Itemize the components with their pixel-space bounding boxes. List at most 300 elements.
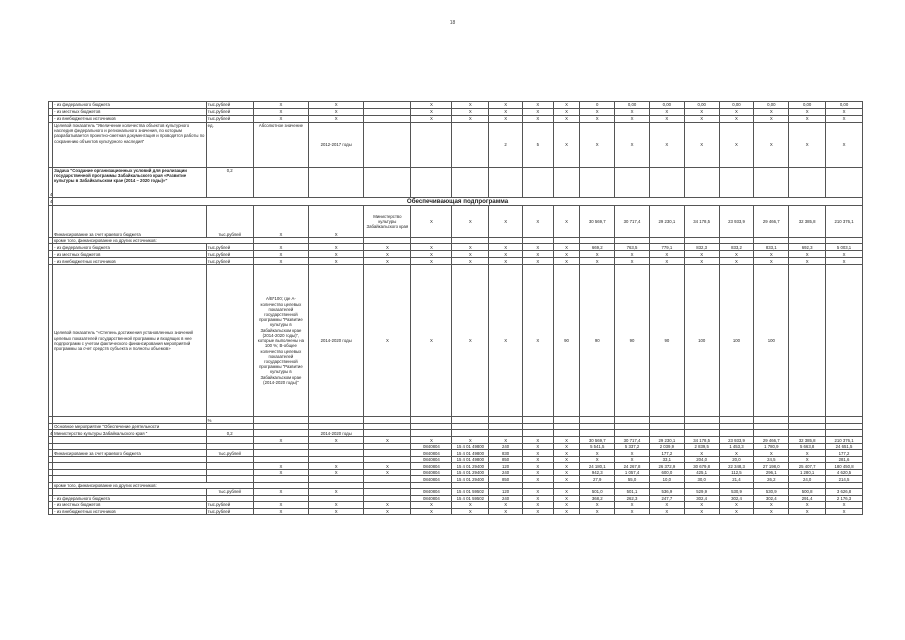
table-cell: X (580, 508, 615, 515)
table-row (49, 258, 863, 265)
table-cell: X (411, 437, 452, 444)
table-cell (826, 417, 863, 424)
task-row (49, 168, 863, 198)
financing-label: Финансирование за счет краевого бюджета (53, 450, 207, 457)
table-cell: X (253, 489, 308, 496)
table-cell: 0840804 (411, 489, 452, 496)
table-cell: X (523, 265, 554, 417)
table-cell: 90 (553, 265, 580, 417)
table-cell: 15 4 01 29400 (452, 469, 489, 476)
table-cell: 112,5 (719, 469, 754, 476)
table-cell: 830 (489, 450, 523, 457)
table-cell (684, 168, 719, 198)
table-row (49, 244, 863, 251)
table-cell (452, 123, 489, 168)
table-cell: тыс.рублей (206, 251, 253, 258)
table-cell: 32 385,8 (789, 206, 826, 238)
table-cell: X (553, 489, 580, 496)
table-cell: 779,1 (649, 244, 684, 251)
table-cell: X (253, 251, 308, 258)
table-cell: X (615, 508, 650, 515)
table-cell: X (580, 116, 615, 123)
table-cell: 0840804 (411, 476, 452, 483)
table-cell (826, 265, 863, 417)
table-cell: X (309, 502, 364, 509)
table-cell: 0,00 (719, 102, 754, 109)
table-cell: X (253, 206, 308, 238)
table-cell: 2012-2017 годы (309, 123, 364, 168)
table-cell: - из внебюджетных источников (53, 508, 207, 515)
table-cell: 32 385,8 (789, 437, 826, 444)
table-cell: 302,4 (684, 495, 719, 502)
table-cell: X (489, 437, 523, 444)
table-cell: X (523, 489, 554, 496)
row-label: - из федерального бюджета (53, 102, 207, 109)
table-cell: 2014-2020 годы (309, 430, 364, 437)
table-row (49, 116, 863, 123)
table-cell: 90 (615, 265, 650, 417)
table-cell: 100 (719, 265, 754, 417)
table-cell: - из местных бюджетов (53, 251, 207, 258)
table-cell: X (253, 258, 308, 265)
table-cell (489, 430, 523, 437)
table-cell: X (452, 244, 489, 251)
table-cell (615, 168, 650, 198)
table-cell: X (719, 123, 754, 168)
table-cell: 0,00 (649, 102, 684, 109)
table-cell: 240 (489, 495, 523, 502)
table-cell (615, 417, 650, 424)
table-cell: 832,3 (684, 244, 719, 251)
table-cell: 55,0 (615, 476, 650, 483)
table-cell: X (452, 251, 489, 258)
table-cell: 21,4 (719, 476, 754, 483)
table-cell: X (523, 109, 554, 116)
table-cell: X (489, 265, 523, 417)
table-cell: 120 (489, 489, 523, 496)
table-cell (580, 168, 615, 198)
table-cell: 34 178,5 (684, 206, 719, 238)
table-cell (489, 417, 523, 424)
table-cell: X (580, 109, 615, 116)
table-cell: ед. (206, 123, 253, 168)
task-label: Задача "Создание организационных условий для реализации государственной программы Забайкальского края «Развитие культуры в Забайкальском крае (2014 – 2020 годы)»" (53, 168, 207, 198)
table-cell: X (364, 265, 411, 417)
page-number: 18 (449, 20, 456, 26)
table-cell: 291,4 (789, 495, 826, 502)
table-cell: 692,3 (789, 244, 826, 251)
table-cell: 296,1 (754, 469, 789, 476)
table-cell: 0,00 (826, 102, 863, 109)
table-cell (364, 168, 411, 198)
table-cell: 30 717,4 (615, 437, 650, 444)
table-cell: 0840804 (411, 469, 452, 476)
table-cell: X (489, 102, 523, 109)
table-cell (826, 168, 863, 198)
table-cell: X (754, 508, 789, 515)
table-cell: X (553, 495, 580, 502)
table-cell: 30 569,7 (580, 206, 615, 238)
table-cell: X (309, 489, 364, 496)
table-cell (452, 168, 489, 198)
table-cell (754, 168, 789, 198)
table-cell: 3 626,8 (826, 489, 863, 496)
table-cell: Министерство культуры Забайкальского края " (53, 430, 207, 437)
table-cell: 0 (580, 102, 615, 109)
table-cell (789, 417, 826, 424)
table-cell: X (253, 469, 308, 476)
table-cell: X (309, 463, 364, 470)
table-cell: 29 466,7 (754, 206, 789, 238)
table-cell: 2014-2020 годы (309, 265, 364, 417)
table-row (49, 417, 863, 424)
table-cell: X (826, 502, 863, 509)
table-cell: X (684, 109, 719, 116)
table-cell: X (489, 258, 523, 265)
table-cell: 368,2 (580, 495, 615, 502)
table-cell: X (523, 102, 554, 109)
indicator-label: Целевой показатель "Увеличение количества объектов культурного наследия федерального и регионального значения, по которым разрабатывается проектно-сметная документация и проводятся работы по сохранению объектов культурного наследия" (53, 123, 207, 168)
table-cell: X (826, 116, 863, 123)
table-cell: X (364, 508, 411, 515)
table-cell: 15 4 01 49800 (452, 443, 489, 450)
table-cell (364, 417, 411, 424)
table-cell: Абсолютное значение (253, 123, 308, 168)
indicator-label: Целевой показатель "«Степень достижения установленных значений целевых показателей государственной программы и входящих в нее подпрограмм с учетом фактического финансирования мероприятий программы за счет средств субъекта и полноты объемов» (53, 265, 207, 417)
table-cell: 120 (489, 463, 523, 470)
table-cell: X (719, 116, 754, 123)
table-cell: X (649, 258, 684, 265)
table-cell: X (754, 123, 789, 168)
table-cell: X (253, 244, 308, 251)
table-cell: 240 (489, 443, 523, 450)
table-cell: 15 4 01 59502 (452, 489, 489, 496)
table-cell: 30 679,8 (684, 463, 719, 470)
table-cell: 15 4 01 59502 (452, 495, 489, 502)
table-cell: X (580, 258, 615, 265)
table-cell: X (309, 258, 364, 265)
table-cell: X (719, 251, 754, 258)
indicator-formula: А/В*100; где А- количество целевых показателей государственной программы "Развитие культуры в Забайкальском крае (2014-2020 годы)", которые выполнены на 100 %; В-общее количество целевых показателей государственной программы "Развитие культуры в Забайкальском крае (2014-2020 годы)" (253, 265, 308, 417)
table-cell (789, 265, 826, 417)
table-cell: X (826, 109, 863, 116)
table-cell: X (553, 109, 580, 116)
table-cell: 27 198,0 (754, 463, 789, 470)
table-cell: X (452, 258, 489, 265)
table-cell (684, 430, 719, 437)
table-cell: X (649, 123, 684, 168)
table-cell: X (523, 437, 554, 444)
table-cell: 501,0 (580, 489, 615, 496)
table-cell: 5 337,2 (615, 443, 650, 450)
table-cell: X (719, 508, 754, 515)
table-cell: X (523, 206, 554, 238)
table-cell (364, 430, 411, 437)
table-cell: X (523, 244, 554, 251)
table-cell: 30 569,7 (580, 437, 615, 444)
table-cell: X (553, 116, 580, 123)
table-cell: X (489, 502, 523, 509)
subprogram-row (49, 198, 863, 206)
table-cell: X (826, 251, 863, 258)
table-cell: 4 (49, 168, 53, 198)
table-cell: 302,4 (719, 495, 754, 502)
table-cell: 23 933,9 (719, 437, 754, 444)
table-cell: X (789, 502, 826, 509)
table-cell: X (452, 265, 489, 417)
table-cell: X (719, 109, 754, 116)
table-cell: X (309, 244, 364, 251)
table-cell: X (411, 244, 452, 251)
program-table (48, 101, 863, 515)
table-cell: X (523, 508, 554, 515)
table-cell: Министерство культуры Забайкальского края (364, 206, 411, 238)
table-cell: 15 4 01 29400 (452, 476, 489, 483)
table-cell (489, 168, 523, 198)
table-cell: X (364, 251, 411, 258)
table-cell: тыс.рублей (206, 102, 253, 109)
table-cell: X (789, 258, 826, 265)
table-cell (364, 116, 411, 123)
table-cell: 5 (523, 123, 554, 168)
table-cell: тыс.рублей (206, 450, 253, 457)
table-cell: 425,1 (684, 469, 719, 476)
table-cell: X (452, 437, 489, 444)
table-cell: тыс.рублей (206, 244, 253, 251)
table-cell: X (789, 508, 826, 515)
table-cell (553, 168, 580, 198)
table-cell: X (684, 116, 719, 123)
table-cell: 0840804 (411, 456, 452, 463)
table-cell: X (364, 437, 411, 444)
table-cell (364, 123, 411, 168)
table-cell: - из федерального бюджета (53, 495, 207, 502)
table-cell: X (553, 456, 580, 463)
table-cell: X (789, 456, 826, 463)
table-cell: X (523, 450, 554, 457)
table-cell: X (553, 443, 580, 450)
table-cell: 210 376,1 (826, 206, 863, 238)
table-cell: 24 267,8 (615, 463, 650, 470)
table-cell (411, 417, 452, 424)
table-cell: 833,2 (719, 244, 754, 251)
table-cell: X (580, 456, 615, 463)
table-cell: 0840804 (411, 443, 452, 450)
table-cell: 2 (489, 123, 523, 168)
table-cell: X (580, 450, 615, 457)
table-cell: X (309, 251, 364, 258)
table-cell: X (615, 251, 650, 258)
table-cell (523, 168, 554, 198)
table-cell: X (649, 508, 684, 515)
table-cell: 29 230,1 (649, 206, 684, 238)
table-cell: 23 933,9 (719, 206, 754, 238)
table-cell (826, 430, 863, 437)
table-cell: X (489, 116, 523, 123)
table-cell: X (523, 456, 554, 463)
table-cell: X (754, 116, 789, 123)
table-cell: X (754, 258, 789, 265)
table-cell: 100 (684, 265, 719, 417)
table-cell: X (649, 251, 684, 258)
indicator-row (49, 123, 863, 168)
table-cell: X (615, 116, 650, 123)
table-cell: X (309, 437, 364, 444)
table-cell: X (523, 476, 554, 483)
table-cell: X (615, 123, 650, 168)
financing-row (49, 206, 863, 238)
table-cell: X (615, 502, 650, 509)
table-cell: X (364, 258, 411, 265)
table-cell: X (789, 123, 826, 168)
table-cell: X (553, 244, 580, 251)
table-cell: X (411, 206, 452, 238)
table-cell: X (523, 443, 554, 450)
table-cell: X (309, 116, 364, 123)
table-cell: X (684, 251, 719, 258)
table-cell: X (789, 450, 826, 457)
table-cell: 177,2 (649, 450, 684, 457)
table-cell (309, 417, 364, 424)
table-cell: 600,0 (649, 469, 684, 476)
table-cell: 4 620,5 (826, 469, 863, 476)
table-cell (364, 109, 411, 116)
table-cell: 4 (50, 430, 53, 436)
table-cell: X (364, 244, 411, 251)
table-cell: X (684, 450, 719, 457)
table-cell: 500,8 (789, 489, 826, 496)
table-cell (553, 417, 580, 424)
table-cell: X (309, 469, 364, 476)
table-cell: X (553, 476, 580, 483)
table-cell (580, 417, 615, 424)
table-cell: X (364, 463, 411, 470)
table-cell: X (719, 258, 754, 265)
table-cell: 24,0 (789, 476, 826, 483)
table-cell: X (411, 502, 452, 509)
table-cell: 850 (489, 476, 523, 483)
table-cell: 90 (580, 265, 615, 417)
table-cell: X (253, 109, 308, 116)
indicator-row (49, 265, 863, 417)
table-cell: X (489, 251, 523, 258)
table-row (49, 109, 863, 116)
table-cell: 833,1 (754, 244, 789, 251)
table-cell: X (789, 116, 826, 123)
table-cell: X (253, 508, 308, 515)
table-cell: X (553, 437, 580, 444)
table-cell: X (719, 450, 754, 457)
table-cell: X (580, 123, 615, 168)
table-cell: 530,9 (754, 489, 789, 496)
table-cell: 204,0 (684, 456, 719, 463)
table-cell (649, 430, 684, 437)
table-row (49, 508, 863, 515)
table-cell: 15 4 01 49800 (452, 450, 489, 457)
table-cell (411, 430, 452, 437)
table-cell: X (523, 502, 554, 509)
row-label: - из внебюджетных источников (53, 116, 207, 123)
table-cell: X (754, 109, 789, 116)
table-cell (523, 417, 554, 424)
table-cell: X (684, 502, 719, 509)
table-cell: X (452, 508, 489, 515)
table-cell: X (523, 495, 554, 502)
table-cell: 0,00 (789, 102, 826, 109)
table-cell: X (411, 102, 452, 109)
table-cell (649, 168, 684, 198)
table-cell: 536,9 (649, 489, 684, 496)
table-cell: X (553, 463, 580, 470)
table-cell: тыс.рублей (206, 206, 253, 238)
table-cell (684, 417, 719, 424)
table-cell (53, 417, 207, 424)
table-cell: 0,00 (754, 102, 789, 109)
table-cell: X (615, 456, 650, 463)
table-cell: X (553, 251, 580, 258)
table-cell: 214,5 (826, 476, 863, 483)
table-cell (411, 168, 452, 198)
table-cell: X (364, 502, 411, 509)
table-cell: 281,6 (826, 456, 863, 463)
event-header: Основное мероприятие "Обеспечение деятельности (53, 424, 207, 430)
table-cell: X (309, 102, 364, 109)
table-cell: X (789, 251, 826, 258)
table-cell: X (826, 258, 863, 265)
table-cell: 247,7 (649, 495, 684, 502)
table-cell: X (580, 502, 615, 509)
table-cell: 0,00 (684, 102, 719, 109)
table-cell: X (553, 469, 580, 476)
table-cell: 15 4 01 29400 (452, 463, 489, 470)
table-cell: X (615, 450, 650, 457)
table-cell: кроме того, финансирование из других источников: (53, 482, 254, 488)
table-cell: 5 541,5 (580, 443, 615, 450)
table-cell: X (253, 102, 308, 109)
table-cell: 27,9 (580, 476, 615, 483)
table-cell: 30 717,4 (615, 206, 650, 238)
table-cell: 262,3 (615, 495, 650, 502)
table-cell: 177,2 (826, 450, 863, 457)
table-cell: 24 651,5 (826, 443, 863, 450)
table-cell: 1 280,1 (789, 469, 826, 476)
table-cell (253, 430, 308, 437)
table-cell: X (553, 123, 580, 168)
table-cell (615, 430, 650, 437)
table-cell: X (253, 116, 308, 123)
table-cell: X (452, 206, 489, 238)
table-cell: 0840804 (411, 463, 452, 470)
table-cell: 669,2 (580, 244, 615, 251)
table-cell (253, 417, 308, 424)
table-cell (719, 417, 754, 424)
table-cell (452, 430, 489, 437)
table-cell: 90 (649, 265, 684, 417)
table-cell: X (411, 109, 452, 116)
table-cell: - из местных бюджетов (53, 502, 207, 509)
table-cell (754, 417, 789, 424)
table-cell: 29 466,7 (754, 437, 789, 444)
table-cell: 529,9 (684, 489, 719, 496)
table-cell (719, 430, 754, 437)
table-cell: X (615, 109, 650, 116)
table-cell (452, 417, 489, 424)
table-cell: тыс.рублей (206, 258, 253, 265)
table-cell: 25 407,7 (789, 463, 826, 470)
table-cell (754, 430, 789, 437)
table-cell (553, 430, 580, 437)
subprogram-title: Обеспечивающая подпрограмма (53, 198, 863, 206)
